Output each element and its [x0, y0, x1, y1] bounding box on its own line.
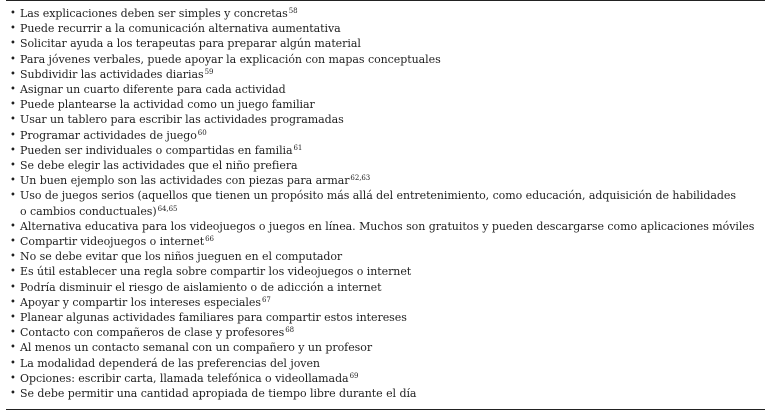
- bullet-icon: •: [10, 114, 16, 126]
- item-text: Al menos un contacto semanal con un compañero y un profesor: [20, 341, 373, 355]
- bullet-icon: •: [10, 236, 16, 248]
- item-text: Para jóvenes verbales, puede apoyar la explicación con mapas conceptuales: [20, 52, 441, 66]
- list-item: [10, 295, 765, 310]
- list-item: [10, 82, 765, 97]
- bullet-icon: •: [10, 266, 16, 278]
- recommendations-list: [6, 1, 765, 401]
- item-text: Solicitar ayuda a los terapeutas para preparar algún material: [20, 37, 361, 51]
- item-text: Contacto con compañeros de clase y profesores: [20, 326, 285, 340]
- list-item: [10, 158, 765, 173]
- list-item: [10, 325, 765, 340]
- list-item: [10, 97, 765, 112]
- bullet-icon: •: [10, 296, 16, 308]
- list-item: [10, 128, 765, 143]
- list-item: [10, 310, 765, 325]
- item-text: Apoyar y compartir los intereses especiales: [20, 295, 261, 309]
- recommendations-table: [6, 0, 765, 410]
- reference-number: 61: [293, 143, 303, 152]
- item-text: Se debe permitir una cantidad apropiada de tiempo libre durante el día: [20, 387, 417, 401]
- list-item: [10, 371, 765, 386]
- bullet-icon: •: [10, 327, 16, 339]
- bullet-icon: •: [10, 388, 16, 400]
- list-item: [10, 340, 765, 355]
- item-text: Programar actividades de juego: [20, 128, 197, 142]
- list-item: [10, 36, 765, 51]
- bullet-icon: •: [10, 281, 16, 293]
- bullet-icon: •: [10, 53, 16, 65]
- bullet-icon: •: [10, 8, 16, 19]
- bullet-icon: •: [10, 84, 16, 96]
- bullet-icon: •: [10, 372, 16, 384]
- item-text: Se debe elegir las actividades que el niño prefiera: [20, 159, 298, 173]
- item-text: No se debe evitar que los niños jueguen en el computador: [20, 250, 343, 264]
- reference-number: 59: [204, 67, 214, 76]
- list-item: [10, 6, 765, 21]
- list-item: [10, 21, 765, 36]
- list-item: [10, 386, 765, 401]
- reference-number: 68: [285, 326, 294, 335]
- item-text: Asignar un cuarto diferente para cada actividad: [20, 83, 286, 97]
- reference-number: 64,65: [157, 204, 178, 213]
- list-item: [10, 67, 765, 82]
- bullet-icon: •: [10, 190, 16, 202]
- bullet-icon: •: [10, 251, 16, 263]
- reference-number: 58: [288, 7, 298, 15]
- bullet-icon: •: [10, 23, 16, 35]
- item-text: Puede plantearse la actividad como un juego familiar: [20, 98, 315, 112]
- item-text: Un buen ejemplo son las actividades con piezas para armar: [20, 174, 350, 188]
- list-item: [10, 112, 765, 127]
- list-item: [10, 173, 765, 188]
- item-text: Pueden ser individuales o compartidas en familia: [20, 143, 293, 157]
- list-item: [10, 249, 765, 264]
- bullet-icon: •: [10, 342, 16, 354]
- bullet-icon: •: [10, 357, 16, 369]
- item-text: Es útil establecer una regla sobre compartir los videojuegos o internet: [20, 265, 412, 279]
- item-text: Opciones: escribir carta, llamada telefónica o videollamada: [20, 371, 349, 385]
- list-item: [10, 264, 765, 279]
- list-item: [10, 52, 765, 67]
- item-text: Uso de juegos serios (aquellos que tienen un propósito más allá del entretenimiento, como educación, adquisición de habilidades o cambios conductuales): [20, 189, 736, 218]
- item-text: Usar un tablero para escribir las actividades programadas: [20, 113, 344, 127]
- reference-number: 66: [205, 235, 214, 244]
- item-text: Planear algunas actividades familiares para compartir estos intereses: [20, 311, 407, 325]
- bullet-icon: •: [10, 99, 16, 111]
- reference-number: 62,63: [350, 174, 371, 183]
- bullet-icon: •: [10, 129, 16, 141]
- item-text: La modalidad dependerá de las preferencias del joven: [20, 356, 320, 370]
- list-item: [10, 234, 765, 249]
- list-item: [10, 219, 765, 234]
- bullet-icon: •: [10, 175, 16, 187]
- item-text: Subdividir las actividades diarias: [20, 67, 204, 81]
- list-item: [10, 188, 765, 218]
- item-text: Compartir videojuegos o internet: [20, 235, 205, 249]
- item-text: Alternativa educativa para los videojuegos o juegos en línea. Muchos son gratuitos y pueden descargarse como aplicaciones móviles: [20, 219, 755, 233]
- list-item: [10, 143, 765, 158]
- bullet-icon: •: [10, 312, 16, 324]
- bullet-icon: •: [10, 160, 16, 172]
- bullet-icon: •: [10, 220, 16, 232]
- bullet-icon: •: [10, 38, 16, 50]
- reference-number: 67: [261, 295, 271, 304]
- reference-number: 60: [197, 128, 207, 137]
- list-item: [10, 356, 765, 371]
- item-text: Puede recurrir a la comunicación alternativa aumentativa: [20, 22, 341, 36]
- bullet-icon: •: [10, 144, 16, 156]
- list-item: [10, 280, 765, 295]
- item-text: Podría disminuir el riesgo de aislamiento o de adicción a internet: [20, 280, 382, 294]
- item-text: Las explicaciones deben ser simples y concretas: [20, 7, 288, 20]
- reference-number: 69: [349, 371, 359, 380]
- bullet-icon: •: [10, 68, 16, 80]
